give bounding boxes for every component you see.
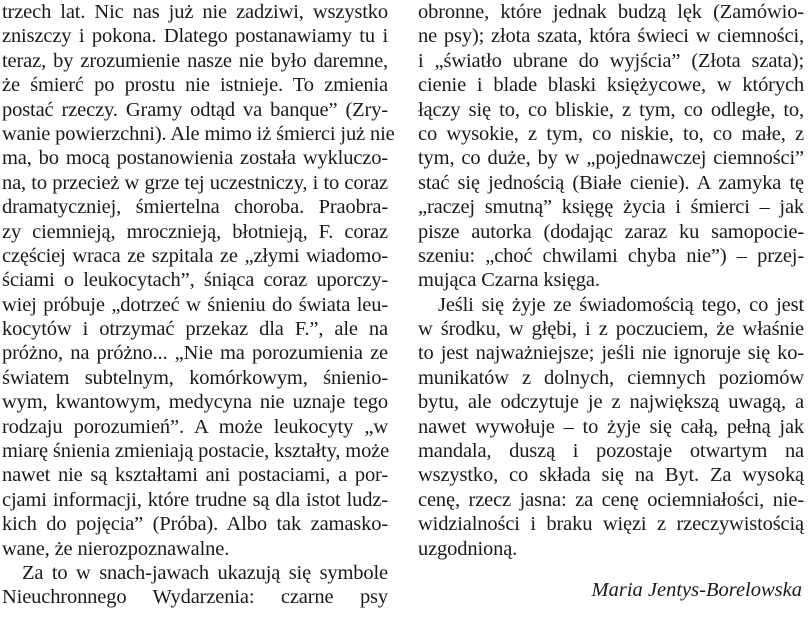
text-line: nawet nie są kształtami ani postaciami, a por- [2, 464, 388, 487]
text-line: mandala, duszą i pozostaje otwartym na [418, 440, 804, 463]
text-line: obronne, które jednak budzą lęk (Zamówio- [418, 1, 804, 23]
text-line: kich do pojęcia” (Próba). Albo tak zamasko- [2, 513, 388, 536]
text-line: zniszczy i pokona. Dlatego postanawiamy tu i [2, 25, 388, 48]
text-line: stać się jednością (Białe cienie). A zamyka tę [418, 171, 804, 194]
text-line: ne psy); złota szata, która świeci w ciemności, [418, 25, 804, 48]
paragraph-first-line: Za to w snach-jawach ukazują się symbole [22, 561, 388, 584]
text-line: zy ciemnieją, mrocznieją, błotnieją, F. coraz [2, 220, 388, 243]
text-line: teraz, by zrozumienie nasze nie było daremne, [2, 49, 388, 72]
text-line: częściej wraca ze szpitala ze „złymi wiadomo- [2, 244, 388, 267]
text-line: kocytów i otrzymać przekaz dla F.”, ale na [2, 318, 388, 341]
text-line: wym, kwantowym, medycyna nie uznaje tego [2, 391, 388, 414]
text-line: wanie powierzchni). Ale mimo iż śmierci już nie [2, 122, 395, 145]
text-line: w środku, w głębi, i z poczuciem, że właśnie [418, 318, 804, 341]
text-line: na, to przecież w grze tej uczestniczy, i to coraz [2, 171, 388, 194]
text-line: nawet wywołuje – to żyje się całą, pełną jak [418, 415, 804, 438]
text-line: próżno, na próżno... „Nie ma porozumienia ze [2, 342, 388, 365]
text-line: szeniu: „choć chwilami chyba nie”) – przej- [418, 244, 804, 267]
text-line: miarę śnienia zmieniają postacie, kształty, może [2, 440, 390, 463]
text-line: trzech lat. Nic nas już nie zadziwi, wszystko [2, 1, 388, 23]
text-line: cenę, rzecz jasna: za cenę ociemniałości, nie- [418, 488, 804, 511]
text-line: „raczej smutną” księgę życia i śmierci – jak [418, 196, 804, 219]
text-line: to jest najważniejsze; jeśli nie ignoruje się ko- [418, 342, 804, 365]
text-line: postać rzeczy. Gramy odtąd va banque” (Zry- [2, 98, 388, 121]
text-line: ma, bo mocą postanowienia została wykluczo- [2, 147, 388, 170]
text-line: cjami informacji, które trudne są dla istot ludz- [2, 488, 388, 511]
left-text-column [2, 0, 395, 610]
text-line: mująca Czarna księga. [418, 269, 600, 292]
text-line: widzialności i braku więzi z rzeczywistością [418, 513, 804, 536]
text-line: i „światło ubrane do wyjścia” (Złota szata); [418, 49, 804, 72]
text-line: bytu, ale odczytuje je z największą uwagą, a [418, 391, 804, 414]
text-line: wszystko, co składa się na Byt. Za wysoką [418, 464, 804, 487]
text-line: wiej próbuje „dotrzeć w śnieniu do świata leu- [2, 293, 388, 316]
text-line: dramatyczniej, śmiertelna choroba. Praobra- [2, 196, 388, 219]
text-line: światem subtelnym, komórkowym, śnienio- [2, 366, 388, 389]
text-line: pisze autorka (dodając zaraz ku samopocie- [418, 220, 804, 243]
author-signature: Maria Jentys-Borelowska [591, 579, 802, 601]
text-line: tym, co duże, by w „pojednawczej ciemności” [418, 147, 804, 170]
text-line: łączy się to, co bliskie, z tym, co odległe, to, [418, 98, 804, 121]
paragraph-first-line: Jeśli się żyje ze świadomością tego, co jest [438, 293, 804, 316]
text-line: że śmierć po prostu nie istnieje. To zmienia [2, 74, 388, 97]
text-line: Nieuchronnego Wydarzenia: czarne psy [2, 586, 388, 609]
right-text-column [418, 0, 804, 561]
text-line: uzgodnioną. [418, 537, 518, 560]
text-line: wane, że nierozpoznawalne. [2, 537, 230, 560]
text-line: cienie i blade blaski księżycowe, w których [418, 74, 804, 97]
text-line: rodzaju porozumień”. A może leukocyty „w [2, 415, 388, 438]
text-line: ściami o leukocytach”, śniąca coraz uporczy- [2, 269, 388, 292]
text-line: co wysokie, z tym, co niskie, to, co małe, z [418, 122, 804, 145]
text-line: munikatów z dolnych, ciemnych poziomów [418, 366, 804, 389]
